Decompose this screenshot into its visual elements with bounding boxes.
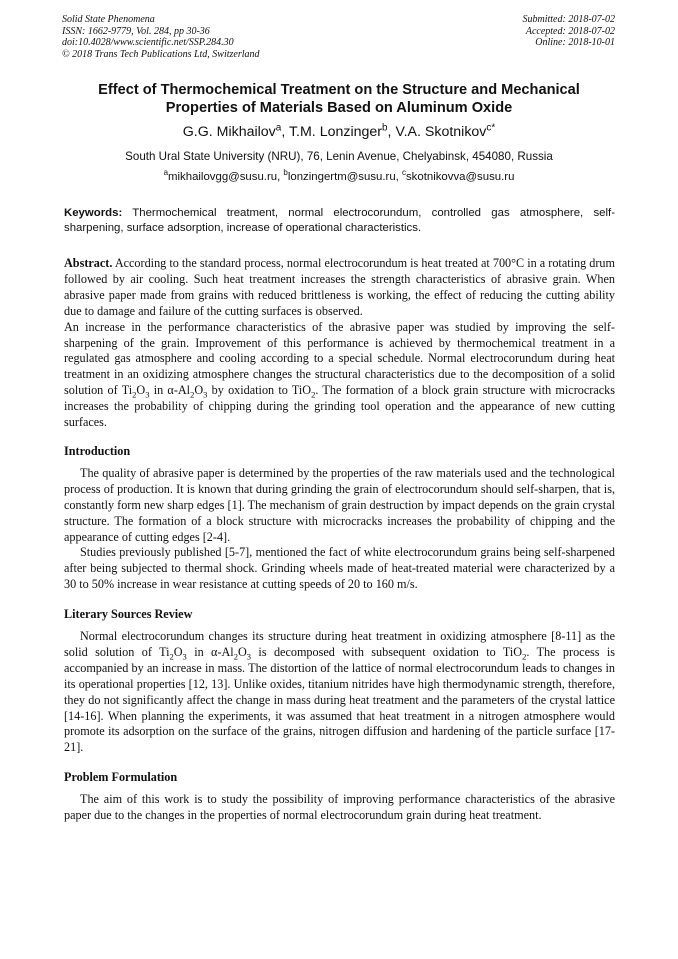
paper-body [64, 256, 615, 824]
abstract-paragraph: An increase in the performance characteristics of the abrasive paper was studied by improving the self-sharpening of the grain. Improvement of this performance is achieved by thermochemical treatment in a regulated gas atmosphere and cooling according to a special schedule. Normal electrocorundum during heat treatment in an oxidizing atmosphere changes the structural characteristics due to the decomposition of a solid solution of $Ti_2O_3$ in $\alpha-Al_2O_3$ by oxidation to TiO$_2$. The formation of a block grain structure with microcracks increases the probability of chipping during the grinding tool operation and the appearance of new cutting surfaces. [64, 319, 615, 430]
intro-paragraph: Studies previously published [5-7], mentioned the fact of white electrocorundum grains being self-sharpened after being subjected to thermal shock. Grinding wheels made of heat-treated material were characterized by a 30 to 50% increase in wear resistance at cutting speeds of 20 to 160 m/s. [64, 545, 615, 592]
subscript: 2 [522, 651, 527, 662]
email-address: mikhailovgg@susu.ru [168, 171, 278, 183]
subscript: 2 [190, 389, 195, 400]
problem-paragraph: The aim of this work is to study the possibility of improving performance characteristics of the abrasive paper due to the changes in the properties of normal electrocorundum grain during heat treatment. [64, 792, 615, 823]
section-heading-literary-review: Literary Sources Review [64, 607, 193, 622]
subscript: 2 [233, 651, 238, 662]
author-list [40, 124, 638, 141]
intro-paragraph: The quality of abrasive paper is determined by the properties of the raw materials used and the technological process of production. It is known that during grinding the grain of electrocorundum should self-sharpen, that is, constantly form new sharp edges [1]. The mechanism of grain destruction by impact depends on the grain crystal structure. The formation of a block structure with microcracks increases the probability of chipping and the appearance of cutting edges [2-4]. [64, 465, 615, 544]
email-sep: , [395, 171, 402, 183]
section-heading-introduction: Introduction [64, 443, 131, 458]
journal-info [62, 14, 260, 60]
email-address: lonzingertm@susu.ru [287, 171, 396, 183]
keywords-text: Thermochemical treatment, normal electrocorundum, controlled gas atmosphere, self-sharpening, surface adsorption, increase of operational characteristics. [64, 207, 615, 234]
subscript: 2 [311, 389, 316, 400]
subscript: 3 [246, 651, 252, 662]
author-name: G.G. Mikhailov [182, 124, 276, 140]
journal-doi: doi:10.4028/www.scientific.net/SSP.284.30 [62, 37, 234, 49]
title-line: Effect of Thermochemical Treatment on the Structure and Mechanical [98, 82, 580, 98]
title-line: Properties of Materials Based on Aluminum Oxide [165, 100, 513, 116]
subscript: 3 [203, 389, 208, 400]
subscript: 3 [182, 651, 187, 662]
keywords [64, 206, 615, 236]
subscript: 3 [145, 389, 150, 400]
email-mark: b [283, 168, 288, 178]
author-sep: , [281, 124, 289, 140]
author-sep: , [387, 124, 396, 140]
journal-issn: ISSN: 1662-9779, Vol. 284, pp 30-36 [62, 25, 210, 37]
online-date: Online: 2018-10-01 [535, 37, 615, 49]
subscript: 2 [132, 389, 137, 400]
abstract-paragraph [64, 256, 615, 320]
paper-title [40, 81, 638, 117]
submission-dates [523, 14, 616, 49]
literary-review-paragraph: Normal electrocorundum changes its structure during heat treatment in oxidizing atmosphere [8-11] as the solid solution of $Ti_2O_3$ in $\alpha-Al_2O_3$ is decomposed with subsequent oxidation to TiO$_2$. The process is accompanied by an increase in mass. The distortion of the lattice of normal electrocorundum leads to changes in its operational properties [12, 13]. Unlike oxides, titanium nitrides have high thermodynamic strength, therefore, they do not significantly affect the change in mass during heat treatment and the parameters of the crystal lattice [14-16]. When planning the experiments, it was assumed that heat treatment in a nitrogen atmosphere would promote its adsorption on the surface of the grains, nitrogen diffusion and hardening of the particle surface [17-21]. [64, 629, 615, 755]
email-list [40, 170, 638, 184]
journal-name: Solid State Phenomena [62, 14, 155, 25]
author-affil-mark: c* [486, 122, 496, 134]
email-sep: , [277, 171, 284, 183]
author-affil-mark: b [382, 122, 388, 134]
author-name: V.A. Skotnikov [395, 124, 487, 140]
author-name: T.M. Lonzinger [288, 124, 383, 140]
email-mark: c [402, 168, 406, 178]
email-address: skotnikovva@susu.ru [405, 171, 515, 183]
affiliation: South Ural State University (NRU), 76, Lenin Avenue, Chelyabinsk, 454080, Russia [125, 150, 553, 163]
abstract-label: Abstract. [64, 256, 113, 270]
abstract-text: According to the standard process, normal electrocorundum is heat treated at 700°C in a rotating drum followed by air cooling. Such heat treatment increases the strength characteristics of abrasive grain. When abrasive paper made from grains with reduced brittleness is working, the effect of reducing the cutting ability due to damage and failure of the cutting surfaces is observed. [64, 256, 615, 318]
keywords-label: Keywords: [64, 207, 123, 219]
author-affil-mark: a [275, 122, 282, 134]
submitted-date: Submitted: 2018-07-02 [522, 14, 615, 25]
section-heading-problem-formulation: Problem Formulation [64, 770, 178, 785]
journal-copyright: © 2018 Trans Tech Publications Ltd, Switzerland [62, 48, 260, 60]
subscript: 2 [169, 651, 174, 662]
email-mark: a [163, 168, 169, 178]
accepted-date: Accepted: 2018-07-02 [525, 25, 615, 37]
